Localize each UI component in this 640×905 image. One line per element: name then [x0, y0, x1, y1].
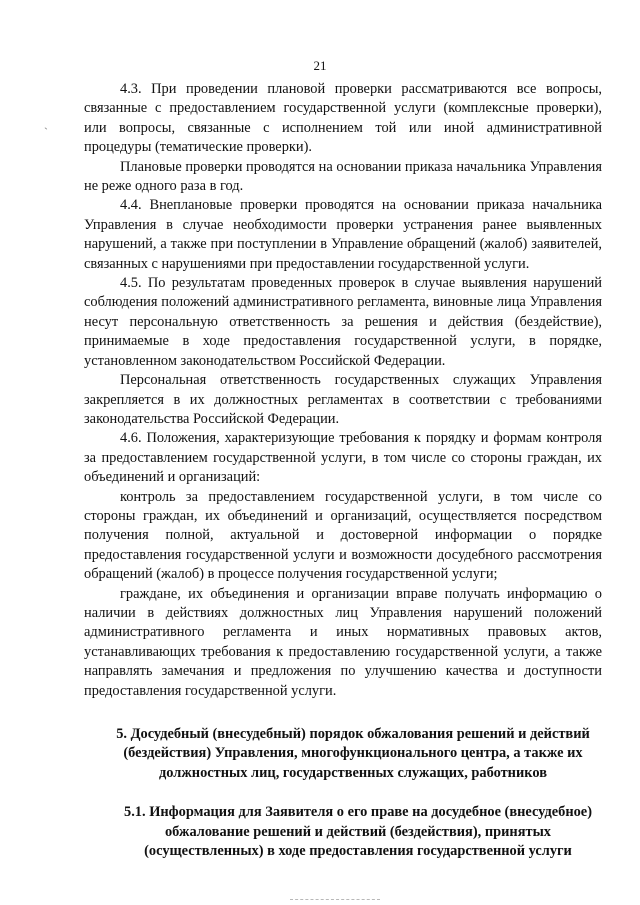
- paragraph-4-6: 4.6. Положения, характеризующие требования к порядку и формам контроля за предоставлением государственной услуги, в том числе со стороны граждан, их объединений и организаций:: [84, 430, 602, 486]
- paragraph-personal-responsibility: Персональная ответственность государственных служащих Управления закрепляется в их должностных регламентах в соответствии с требованиями законодательства Российской Федерации.: [84, 372, 602, 427]
- paragraph-control-item: контроль за предоставлением государственной услуги, в том числе со стороны граждан, их объединений и организаций, осуществляется посредством получения полной, актуальной и достоверной информации о порядке предоставления государственной услуги и возможности досудебного рассмотрения обращений (жалоб) в процессе получения государственной услуги;: [84, 488, 602, 583]
- footer-scan-mark: [290, 899, 380, 903]
- paragraph-4-4: 4.4. Внеплановые проверки проводятся на основании приказа начальника Управления в случае необходимости проверки устранения ранее выявленных нарушений, а также при поступлении в Управление обращений (жалоб) заявителей, связанных с нарушениями при предоставлении государственной услуги.: [84, 197, 602, 272]
- page-number: 21: [313, 58, 327, 73]
- paragraph-4-5: 4.5. По результатам проведенных проверок в случае выявления нарушений соблюдения положений административного регламента, виновные лица Управления несут персональную ответственность за решения и действия (бездействие), принимаемые в ходе предоставления государственной услуги, в порядке, установленном законодательством Российской Федерации.: [84, 275, 602, 369]
- margin-mark: `: [44, 125, 48, 139]
- document-body: [84, 80, 602, 861]
- paragraph-citizens-rights-item: граждане, их объединения и организации вправе получать информацию о наличии в действиях должностных лиц Управления нарушений положений административного регламента и иных нормативных правовых актов, устанавливающих требования к предоставлению государственной услуги, а также направлять замечания и предложения по улучшению качества и доступности предоставления государственной услуги.: [84, 585, 602, 699]
- paragraph-4-3: 4.3. При проведении плановой проверки рассматриваются все вопросы, связанные с предоставлением государственной услуги (комплексные проверки), или вопросы, связанные с исполнением той или иной административной процедуры (тематические проверки).: [84, 81, 602, 156]
- section-5-1-heading: 5.1. Информация для Заявителя о его праве на досудебное (внесудебное) обжалование решений и действий (бездействия), принятых (осуществленных) в ходе предоставления государственной услуги: [124, 804, 592, 860]
- section-5-heading: 5. Досудебный (внесудебный) порядок обжалования решений и действий (бездействия) Управления, многофункционального центра, а также их должностных лиц, государственных служащих, работников: [116, 726, 590, 781]
- paragraph-planned-inspections: Плановые проверки проводятся на основании приказа начальника Управления не реже одного раза в год.: [84, 158, 602, 195]
